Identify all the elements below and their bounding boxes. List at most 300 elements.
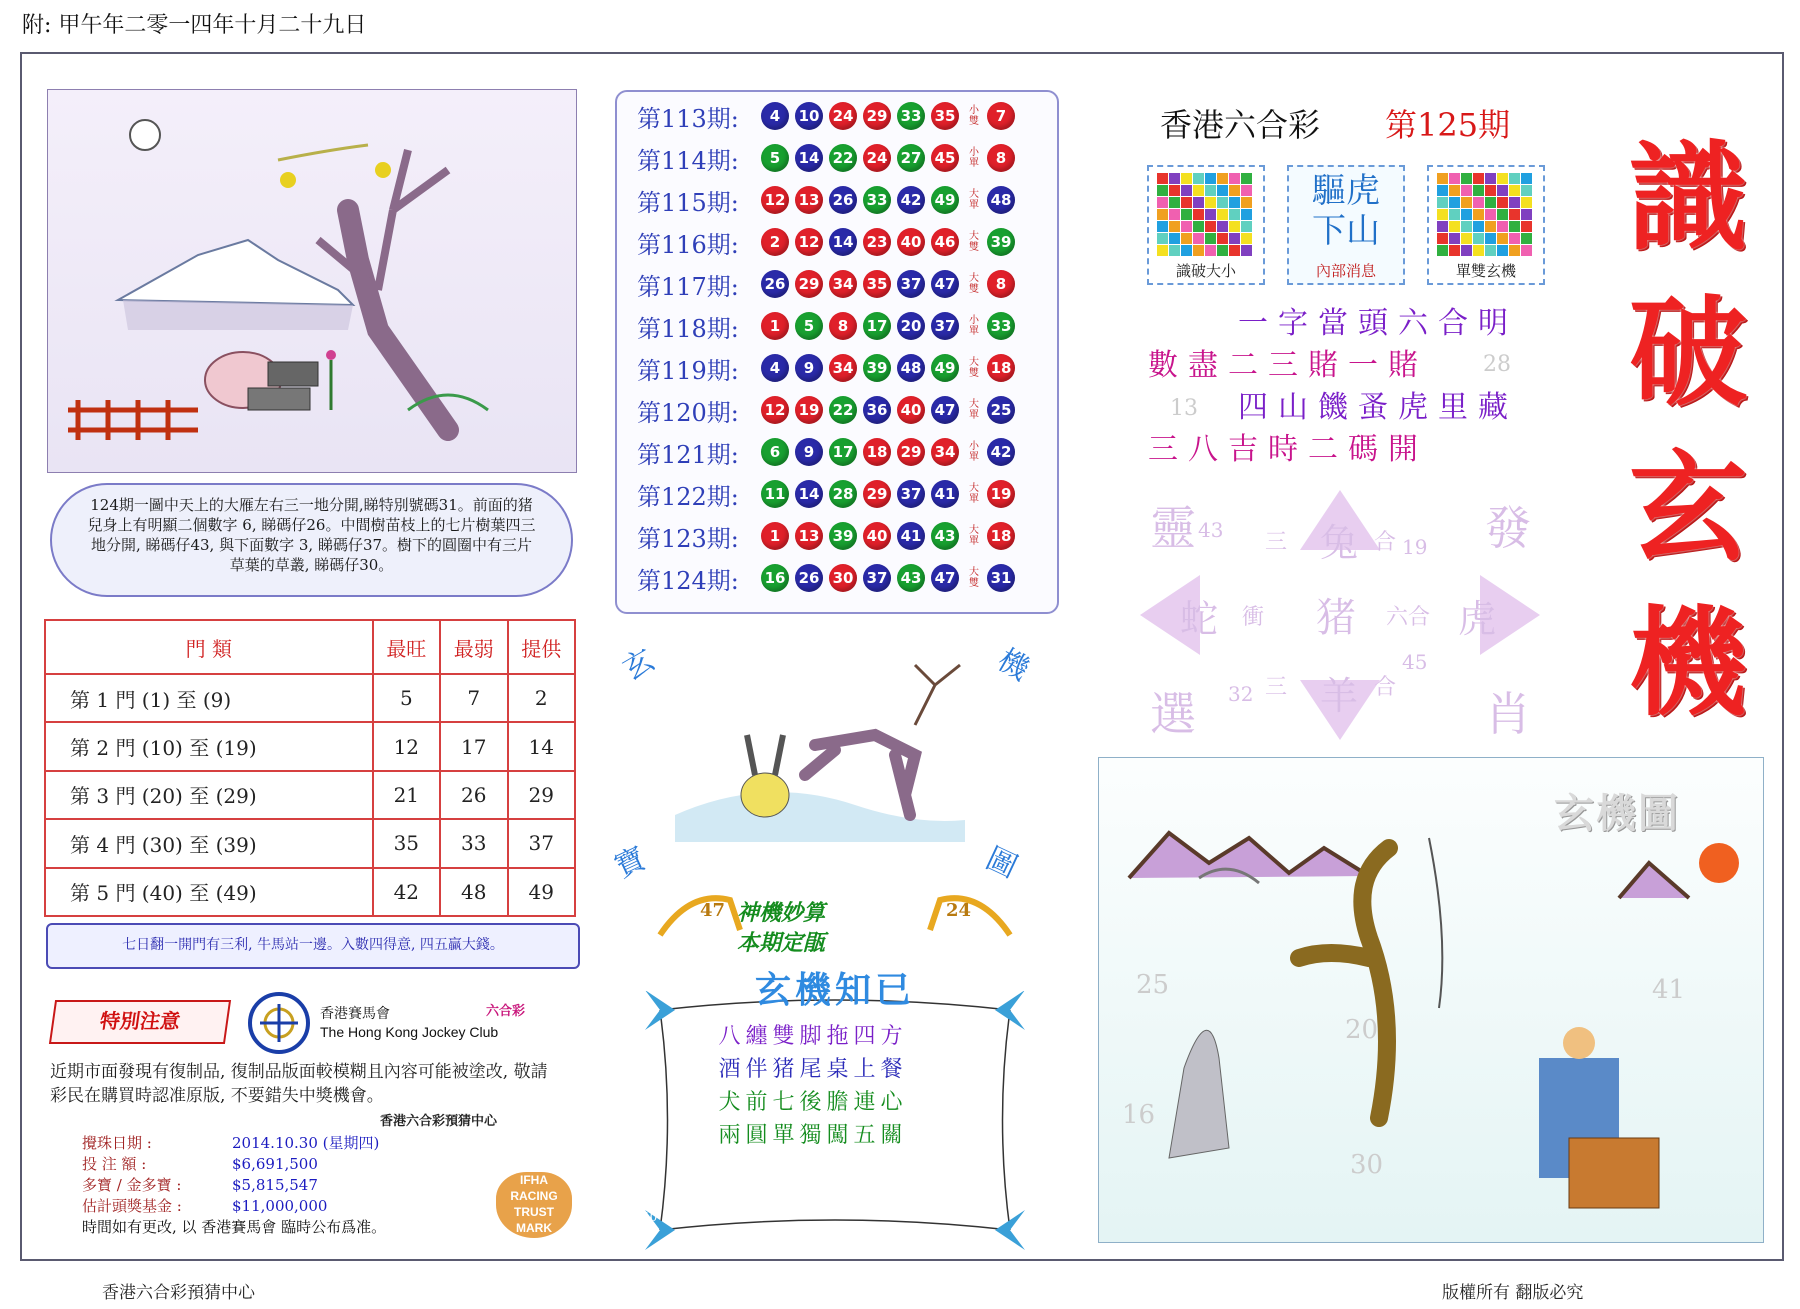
notice-signature: 香港六合彩預猜中心 xyxy=(380,1114,498,1129)
result-row xyxy=(637,350,1021,386)
mosaic-cell xyxy=(1157,221,1168,232)
poem-number: 13 xyxy=(1170,396,1198,421)
mosaic-cell xyxy=(1205,221,1216,232)
door-hot: 21 xyxy=(373,771,440,819)
mosaic-cell xyxy=(1181,173,1192,184)
door-name: 第 1 門 (1) 至 (9) xyxy=(45,674,373,722)
special-ball: 42 xyxy=(987,438,1015,466)
mosaic-cell xyxy=(1193,197,1204,208)
result-ball: 13 xyxy=(795,522,823,550)
result-ball: 36 xyxy=(863,396,891,424)
result-tag: 小單 xyxy=(969,147,979,169)
result-ball: 5 xyxy=(761,144,789,172)
mosaic-cell xyxy=(1157,209,1168,220)
mosaic-cell xyxy=(1437,197,1448,208)
door-hot: 12 xyxy=(373,722,440,770)
door-pick: 14 xyxy=(508,722,575,770)
mosaic-cell xyxy=(1193,245,1204,256)
mosaic-cell xyxy=(1473,233,1484,244)
special-ball: 18 xyxy=(987,354,1015,382)
mosaic-cell xyxy=(1461,185,1472,196)
door-cold: 26 xyxy=(440,771,507,819)
mosaic-cell xyxy=(1181,209,1192,220)
poem-line: 兩圓單獨闖五關 xyxy=(718,1123,908,1148)
mosaic-cell xyxy=(1193,173,1204,184)
mosaic-cell xyxy=(1497,197,1508,208)
mosaic-cell xyxy=(1521,209,1532,220)
mosaic-cell xyxy=(1497,245,1508,256)
hidden-number: 41 xyxy=(1652,975,1686,1005)
mosaic-cell xyxy=(1497,173,1508,184)
result-ball: 4 xyxy=(761,354,789,382)
mosaic-cell xyxy=(1169,185,1180,196)
corner-char-ji: 機 xyxy=(991,642,1035,688)
lottery-title: 香港六合彩 xyxy=(1160,106,1321,144)
hkjc-name-en: The Hong Kong Jockey Club xyxy=(320,1024,499,1040)
door-name: 第 2 門 (10) 至 (19) xyxy=(45,722,373,770)
mosaic-cell xyxy=(1509,245,1520,256)
hidden-number: 30 xyxy=(1350,1150,1384,1180)
result-ball: 14 xyxy=(829,228,857,256)
poem-number: 28 xyxy=(1483,352,1511,377)
mosaic-cell xyxy=(1229,197,1240,208)
counterfeit-notice: 近期市面發現有復制品, 復制品版面較模糊且內容可能被塗改, 敬請彩民在購買時認准原版, 不要錯失中獎機會。 xyxy=(50,1062,548,1106)
mosaic-cell xyxy=(1217,173,1228,184)
result-period-label: 第122期: xyxy=(637,482,739,511)
riddle-illustration-art xyxy=(48,90,576,472)
mosaic-cell xyxy=(1473,245,1484,256)
scroll-number: 40 xyxy=(642,1210,658,1224)
mosaic-cell xyxy=(1461,221,1472,232)
mosaic-cell xyxy=(1241,185,1252,196)
door-cold: 17 xyxy=(440,722,507,770)
mosaic-cell xyxy=(1181,233,1192,244)
mosaic-cell xyxy=(1169,221,1180,232)
hint-illustration-label: 玄機圖 xyxy=(1554,790,1680,837)
draw-info-row: 投 注 額 : $6,691,500 xyxy=(82,1155,318,1173)
result-ball: 17 xyxy=(829,438,857,466)
mosaic-cell xyxy=(1241,233,1252,244)
hidden-number: 20 xyxy=(1345,1015,1379,1045)
riddle-illustration xyxy=(47,89,577,473)
mosaic-cell xyxy=(1169,209,1180,220)
special-ball: 8 xyxy=(987,270,1015,298)
mosaic-cell xyxy=(1461,233,1472,244)
result-ball: 40 xyxy=(897,396,925,424)
door-name: 第 3 門 (20) 至 (29) xyxy=(45,771,373,819)
mosaic-cell xyxy=(1229,233,1240,244)
footer-left: 香港六合彩預猜中心 xyxy=(102,1283,255,1303)
result-ball: 29 xyxy=(795,270,823,298)
mosaic-cell xyxy=(1241,221,1252,232)
calc-caption: 神機妙算 本期定瓹 xyxy=(737,900,826,956)
result-period-label: 第124期: xyxy=(637,566,739,595)
mosaic-cell xyxy=(1205,173,1216,184)
mosaic-cell xyxy=(1181,245,1192,256)
mosaic-cell xyxy=(1473,221,1484,232)
mosaic-cell xyxy=(1461,245,1472,256)
hidden-number: 16 xyxy=(1122,1100,1156,1130)
result-row xyxy=(637,518,1021,554)
result-row xyxy=(637,224,1021,260)
door-name: 第 5 門 (40) 至 (49) xyxy=(45,868,373,916)
mosaic-cell xyxy=(1157,233,1168,244)
result-tag: 大單 xyxy=(969,189,979,211)
result-ball: 20 xyxy=(897,312,925,340)
result-ball: 39 xyxy=(829,522,857,550)
result-ball: 45 xyxy=(931,144,959,172)
result-tag: 大雙 xyxy=(969,231,979,253)
past-results-panel xyxy=(615,90,1059,614)
poem-line: 酒伴猪尾桌上餐 xyxy=(718,1057,908,1082)
mosaic-cell xyxy=(1193,185,1204,196)
special-ball: 18 xyxy=(987,522,1015,550)
result-ball: 1 xyxy=(761,312,789,340)
mosaic-cell xyxy=(1509,233,1520,244)
mosaic-cell xyxy=(1193,221,1204,232)
mosaic-cell xyxy=(1205,197,1216,208)
mosaic-cell xyxy=(1449,173,1460,184)
result-ball: 9 xyxy=(795,354,823,382)
door-table-header xyxy=(45,620,575,674)
door-hot: 42 xyxy=(373,868,440,916)
result-ball: 29 xyxy=(863,102,891,130)
draw-info-row: 攪珠日期 : 2014.10.30 (星期四) xyxy=(82,1134,380,1152)
result-row xyxy=(637,308,1021,344)
mosaic-icon xyxy=(1437,173,1533,257)
scroll-number: 27 xyxy=(1022,980,1038,994)
result-ball: 34 xyxy=(829,270,857,298)
result-row xyxy=(637,182,1021,218)
mosaic-cell xyxy=(1437,209,1448,220)
mosaic-cell xyxy=(1437,221,1448,232)
poem-line: 犬前七後膽連心 xyxy=(718,1090,908,1115)
special-ball: 19 xyxy=(987,480,1015,508)
result-ball: 24 xyxy=(863,144,891,172)
mosaic-cell xyxy=(1181,185,1192,196)
result-ball: 5 xyxy=(795,312,823,340)
result-period-label: 第115期: xyxy=(637,188,739,217)
result-ball: 10 xyxy=(795,102,823,130)
mosaic-cell xyxy=(1449,221,1460,232)
mosaic-cell xyxy=(1449,185,1460,196)
mosaic-cell xyxy=(1437,173,1448,184)
mosaic-cell xyxy=(1437,245,1448,256)
result-ball: 22 xyxy=(829,144,857,172)
mosaic-cell xyxy=(1461,209,1472,220)
mosaic-cell xyxy=(1217,197,1228,208)
horse-number-left: 47 xyxy=(700,900,726,921)
mosaic-cell xyxy=(1193,233,1204,244)
mosaic-cell xyxy=(1509,221,1520,232)
result-ball: 4 xyxy=(761,102,789,130)
mosaic-cell xyxy=(1473,185,1484,196)
mosaic-cell xyxy=(1485,173,1496,184)
mosaic-cell xyxy=(1217,185,1228,196)
mosaic-cell xyxy=(1485,209,1496,220)
special-ball: 48 xyxy=(987,186,1015,214)
result-row xyxy=(637,476,1021,512)
proverb-banner: 七日翻一開門有三利, 牛馬站一邊。入數四得意, 四五贏大錢。 xyxy=(46,923,580,969)
result-ball: 12 xyxy=(761,186,789,214)
mosaic-cell xyxy=(1461,173,1472,184)
door-pick: 37 xyxy=(508,819,575,867)
table-row xyxy=(45,868,575,916)
result-ball: 9 xyxy=(795,438,823,466)
mosaic-cell xyxy=(1497,209,1508,220)
mosaic-cell xyxy=(1229,185,1240,196)
mosaic-cell xyxy=(1229,209,1240,220)
mosaic-cell xyxy=(1241,245,1252,256)
footer-right: 版權所有 翻版必究 xyxy=(1442,1283,1584,1303)
big-title: 識 破 玄 機 xyxy=(1628,128,1747,732)
mosaic-cell xyxy=(1509,209,1520,220)
horse-number-right: 24 xyxy=(946,900,972,921)
hidden-number: 25 xyxy=(1136,970,1170,1000)
result-tag: 大單 xyxy=(969,525,979,547)
scroll-number: 15 xyxy=(642,980,658,994)
door-cold: 7 xyxy=(440,674,507,722)
result-period-label: 第113期: xyxy=(637,104,739,133)
mark-six-logo: 六合彩 xyxy=(486,1004,526,1019)
mosaic-cell xyxy=(1241,209,1252,220)
result-tag: 大雙 xyxy=(969,567,979,589)
result-ball: 29 xyxy=(863,480,891,508)
scroll-number: 46 xyxy=(1022,1210,1038,1224)
door-header-hot: 最旺 xyxy=(373,620,440,674)
draw-note: 時間如有更改, 以 香港賽馬會 臨時公布爲准。 xyxy=(82,1218,387,1236)
result-ball: 47 xyxy=(931,564,959,592)
tile-big-small: 識破大小 xyxy=(1147,165,1265,285)
result-ball: 46 xyxy=(931,228,959,256)
result-ball: 28 xyxy=(829,480,857,508)
result-ball: 30 xyxy=(829,564,857,592)
mosaic-cell xyxy=(1485,245,1496,256)
table-row xyxy=(45,819,575,867)
result-ball: 34 xyxy=(931,438,959,466)
mosaic-cell xyxy=(1157,185,1168,196)
hkjc-logo-icon xyxy=(248,992,310,1054)
mosaic-cell xyxy=(1181,197,1192,208)
mosaic-cell xyxy=(1229,221,1240,232)
mosaic-cell xyxy=(1521,245,1532,256)
special-ball: 33 xyxy=(987,312,1015,340)
tile-odd-even: 單雙玄機 xyxy=(1427,165,1545,285)
result-ball: 34 xyxy=(829,354,857,382)
result-ball: 29 xyxy=(897,438,925,466)
door-hot: 35 xyxy=(373,819,440,867)
poem-line: 三八吉時二碼開 xyxy=(1148,432,1428,467)
result-row xyxy=(637,392,1021,428)
door-hot: 5 xyxy=(373,674,440,722)
poem-line: 四山饑蚤虎里藏 xyxy=(1238,390,1518,425)
result-ball: 47 xyxy=(931,396,959,424)
result-ball: 33 xyxy=(863,186,891,214)
tile-inside-news: 驅虎 下山 內部消息 xyxy=(1287,165,1405,285)
issue-number: 第125期 xyxy=(1385,106,1511,144)
mosaic-cell xyxy=(1509,197,1520,208)
door-pick: 29 xyxy=(508,771,575,819)
result-ball: 40 xyxy=(897,228,925,256)
result-ball: 26 xyxy=(761,270,789,298)
result-ball: 49 xyxy=(931,354,959,382)
result-ball: 43 xyxy=(897,564,925,592)
result-tag: 小單 xyxy=(969,441,979,463)
mosaic-cell xyxy=(1205,185,1216,196)
special-ball: 39 xyxy=(987,228,1015,256)
result-row xyxy=(637,560,1021,596)
special-ball: 25 xyxy=(987,396,1015,424)
result-tag: 大單 xyxy=(969,483,979,505)
mosaic-cell xyxy=(1485,185,1496,196)
result-row xyxy=(637,434,1021,470)
result-ball: 37 xyxy=(931,312,959,340)
result-ball: 40 xyxy=(863,522,891,550)
result-period-label: 第116期: xyxy=(637,230,739,259)
special-ball: 31 xyxy=(987,564,1015,592)
mosaic-cell xyxy=(1205,233,1216,244)
mosaic-cell xyxy=(1521,197,1532,208)
deer-rabbit-illustration xyxy=(615,625,1055,842)
mosaic-cell xyxy=(1521,173,1532,184)
door-cold: 33 xyxy=(440,819,507,867)
mosaic-cell xyxy=(1509,173,1520,184)
mosaic-cell xyxy=(1205,209,1216,220)
result-ball: 24 xyxy=(829,102,857,130)
door-header-category: 門 類 xyxy=(45,620,373,674)
corner-char-bao: 寶 xyxy=(609,840,652,886)
result-ball: 42 xyxy=(897,186,925,214)
mosaic-cell xyxy=(1217,221,1228,232)
mosaic-cell xyxy=(1217,209,1228,220)
result-tag: 大雙 xyxy=(969,273,979,295)
riddle-explanation: 124期一圖中天上的大雁左右三一地分開,睇特別號碼31。前面的猪兒身上有明顯二個數字 6, 睇碼仔26。中間樹苗枝上的七片樹葉四三地分開, 睇碼仔43, 與下面數字 3, 睇碼仔37。樹下的圓圈中有三片草葉的草叢, 睇碼仔30。 xyxy=(50,483,573,597)
result-row xyxy=(637,140,1021,176)
table-row xyxy=(45,674,575,722)
result-ball: 12 xyxy=(795,228,823,256)
mosaic-cell xyxy=(1449,197,1460,208)
result-ball: 8 xyxy=(829,312,857,340)
result-ball: 17 xyxy=(863,312,891,340)
mosaic-cell xyxy=(1157,245,1168,256)
mosaic-cell xyxy=(1449,233,1460,244)
special-ball: 8 xyxy=(987,144,1015,172)
result-ball: 16 xyxy=(761,564,789,592)
door-stats-table xyxy=(44,619,576,917)
zodiac-diamond: 靈 發 選 肖 蛇 虎 兔 羊 猪 三 合 衝 六合 三 合 43 19 45 32 xyxy=(1140,490,1540,750)
mosaic-cell xyxy=(1241,173,1252,184)
door-pick: 2 xyxy=(508,674,575,722)
door-cold: 48 xyxy=(440,868,507,916)
mosaic-cell xyxy=(1241,197,1252,208)
poem-line: 一字當頭六合明 xyxy=(1238,306,1518,341)
mosaic-cell xyxy=(1485,233,1496,244)
mosaic-cell xyxy=(1229,173,1240,184)
mosaic-cell xyxy=(1217,245,1228,256)
poem-line: 八纏雙脚拖四方 xyxy=(718,1024,908,1049)
door-name: 第 4 門 (30) 至 (39) xyxy=(45,819,373,867)
result-tag: 大雙 xyxy=(969,357,979,379)
result-ball: 19 xyxy=(795,396,823,424)
special-ball: 7 xyxy=(987,102,1015,130)
result-ball: 13 xyxy=(795,186,823,214)
mosaic-cell xyxy=(1521,221,1532,232)
result-ball: 1 xyxy=(761,522,789,550)
mosaic-cell xyxy=(1473,209,1484,220)
mosaic-cell xyxy=(1473,173,1484,184)
table-row xyxy=(45,771,575,819)
mosaic-cell xyxy=(1485,197,1496,208)
result-ball: 27 xyxy=(897,144,925,172)
right-poem xyxy=(1148,303,1518,471)
mosaic-cell xyxy=(1437,185,1448,196)
mosaic-cell xyxy=(1473,197,1484,208)
mosaic-cell xyxy=(1437,233,1448,244)
result-ball: 18 xyxy=(863,438,891,466)
result-row xyxy=(637,266,1021,302)
result-ball: 43 xyxy=(931,522,959,550)
mosaic-cell xyxy=(1461,197,1472,208)
result-ball: 14 xyxy=(795,480,823,508)
result-period-label: 第114期: xyxy=(637,146,739,175)
mosaic-cell xyxy=(1229,245,1240,256)
mosaic-cell xyxy=(1497,233,1508,244)
poem-line: 數盡二三賭一賭 xyxy=(1148,348,1428,383)
draw-info-row: 估計頭獎基金 : $11,000,000 xyxy=(82,1197,328,1215)
result-ball: 47 xyxy=(931,270,959,298)
result-period-label: 第123期: xyxy=(637,524,739,553)
mosaic-cell xyxy=(1217,233,1228,244)
result-ball: 26 xyxy=(829,186,857,214)
mosaic-cell xyxy=(1521,185,1532,196)
mosaic-cell xyxy=(1169,173,1180,184)
result-ball: 48 xyxy=(897,354,925,382)
result-ball: 33 xyxy=(897,102,925,130)
result-ball: 37 xyxy=(897,480,925,508)
result-ball: 12 xyxy=(761,396,789,424)
result-period-label: 第118期: xyxy=(637,314,739,343)
result-tag: 小雙 xyxy=(969,105,979,127)
mosaic-cell xyxy=(1169,233,1180,244)
corner-char-xuan: 玄 xyxy=(617,642,661,688)
result-ball: 23 xyxy=(863,228,891,256)
result-period-label: 第121期: xyxy=(637,440,739,469)
date-line: 附: 甲午年二零一四年十月二十九日 xyxy=(22,13,367,38)
mosaic-cell xyxy=(1193,209,1204,220)
mosaic-icon xyxy=(1157,173,1253,257)
door-header-pick: 提供 xyxy=(508,620,575,674)
ifha-logo: IFHA RACING TRUST MARK xyxy=(496,1172,572,1238)
draw-info xyxy=(82,1133,386,1238)
result-ball: 2 xyxy=(761,228,789,256)
result-ball: 49 xyxy=(931,186,959,214)
result-ball: 14 xyxy=(795,144,823,172)
door-header-cold: 最弱 xyxy=(440,620,507,674)
result-period-label: 第117期: xyxy=(637,272,739,301)
result-ball: 37 xyxy=(863,564,891,592)
mosaic-cell xyxy=(1169,197,1180,208)
result-ball: 39 xyxy=(863,354,891,382)
result-tag: 大單 xyxy=(969,399,979,421)
result-period-label: 第120期: xyxy=(637,398,739,427)
mosaic-cell xyxy=(1157,173,1168,184)
result-ball: 26 xyxy=(795,564,823,592)
mosaic-cell xyxy=(1521,233,1532,244)
mosaic-cell xyxy=(1485,221,1496,232)
middle-poem xyxy=(658,1020,968,1190)
mosaic-cell xyxy=(1169,245,1180,256)
mosaic-cell xyxy=(1449,209,1460,220)
